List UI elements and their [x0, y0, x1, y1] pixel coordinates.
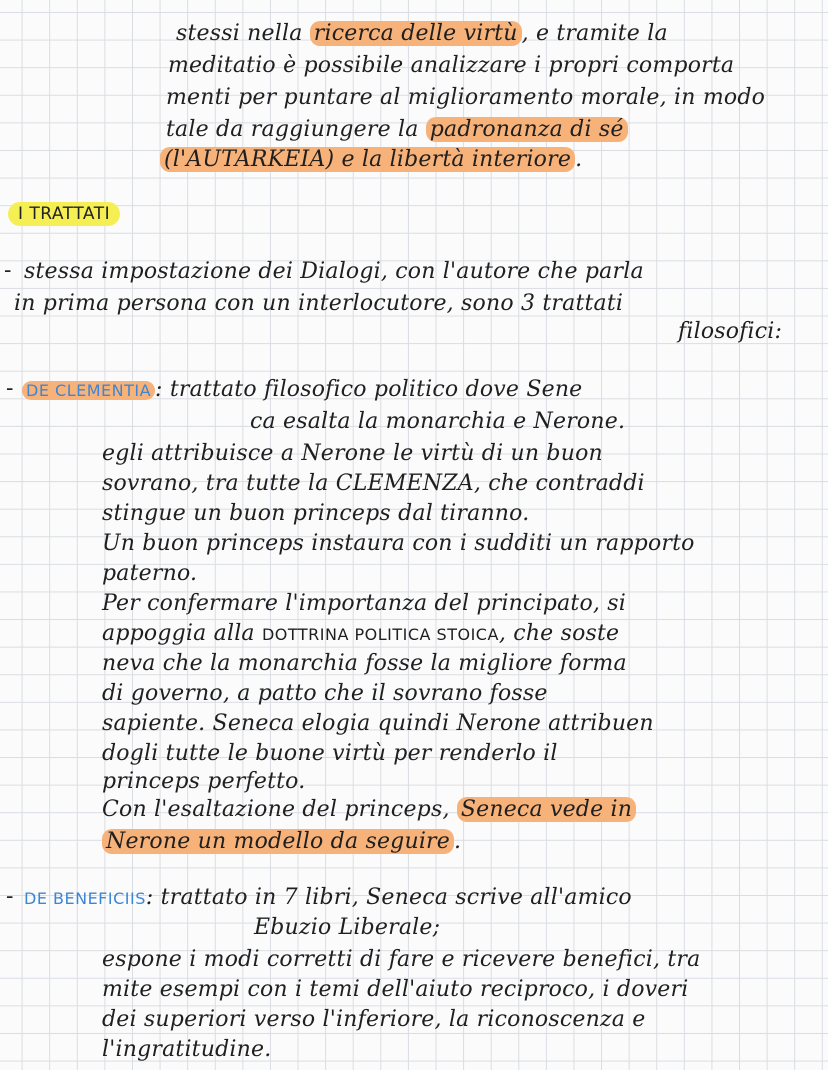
clementia-text: . [454, 829, 462, 854]
intro-line-1 [176, 20, 668, 48]
clementia-line-2: ca esalta la monarchia e Nerone. [250, 409, 626, 434]
de-beneficiis-title: DE BENEFICIIS [24, 889, 146, 908]
beneficiis-text: : trattato in 7 libri, Seneca scrive all'amico [145, 885, 632, 910]
clementia-line-7: paterno. [102, 561, 198, 586]
beneficiis-line-1 [24, 884, 632, 913]
clementia-line-16 [102, 828, 461, 856]
highlight-autarkeia: (l'AUTARKEIA) e la libertà interiore [160, 147, 575, 172]
clementia-line-5: stingue un buon princeps dal tiranno. [102, 501, 530, 526]
clementia-line-1 [22, 376, 582, 405]
intro-text: , e tramite la [521, 21, 668, 46]
bullet-dash: - [6, 376, 14, 401]
intro-line-2: meditatio è possibile analizzare i propri comporta [168, 53, 735, 78]
intro-text: tale da raggiungere la [166, 117, 419, 142]
clementia-line-6: Un buon princeps instaura con i sudditi un rapporto [102, 531, 695, 556]
dottrina-stoica: DOTTRINA POLITICA STOICA [261, 625, 499, 644]
bullet-dash: - [4, 258, 12, 283]
beneficiis-line-4: mite esempi con i temi dell'aiuto reciproco, i doveri [102, 977, 689, 1002]
clementia-line-3: egli attribuisce a Nerone le virtù di un buon [102, 441, 603, 466]
clementia-line-8: Per confermare l'importanza del principato, si [102, 591, 627, 616]
highlight-seneca-vede: Seneca vede in [457, 797, 636, 822]
clementia-line-15 [102, 796, 636, 824]
clementia-line-4: sovrano, tra tutte la CLEMENZA, che contraddi [102, 471, 645, 496]
clementia-line-10: neva che la monarchia fosse la migliore forma [102, 651, 627, 676]
trattati-line-3: filosofici: [678, 319, 783, 344]
clementia-text: Con l'esaltazione del princeps, [102, 797, 450, 822]
clementia-line-9 [102, 620, 619, 649]
highlight-modello: Nerone un modello da seguire [102, 829, 454, 854]
clementia-line-11: di governo, a patto che il sovrano fosse [102, 681, 548, 706]
intro-line-5 [160, 146, 582, 174]
section-title: I TRATTATI [8, 202, 120, 226]
clementia-text: , che soste [498, 621, 620, 646]
beneficiis-line-2: Ebuzio Liberale; [254, 915, 441, 940]
intro-text: stessi nella [176, 21, 303, 46]
clementia-line-14: princeps perfetto. [102, 769, 306, 794]
clementia-text: appoggia alla [102, 621, 255, 646]
de-clementia-title: DE CLEMENTIA [22, 381, 155, 400]
intro-line-4 [166, 116, 628, 144]
clementia-text: : trattato filosofico politico dove Sene [155, 377, 583, 402]
bullet-dash: - [6, 884, 14, 909]
highlight-ricerca-virtu: ricerca delle virtù [310, 21, 522, 46]
intro-line-3: menti per puntare al miglioramento morale, in modo [166, 85, 766, 110]
beneficiis-line-6: l'ingratitudine. [102, 1037, 272, 1062]
trattati-line-2: in prima persona con un interlocutore, sono 3 trattati [14, 291, 624, 316]
intro-text: . [575, 147, 583, 172]
trattati-line-1: stessa impostazione dei Dialogi, con l'autore che parla [24, 259, 644, 284]
highlight-padronanza: padronanza di sé [426, 117, 628, 142]
clementia-line-13: dogli tutte le buone virtù per renderlo il [102, 741, 558, 766]
clementia-line-12: sapiente. Seneca elogia quindi Nerone attribuen [102, 711, 654, 736]
beneficiis-line-3: espone i modi corretti di fare e ricevere benefici, tra [102, 947, 701, 972]
beneficiis-line-5: dei superiori verso l'inferiore, la riconoscenza e [102, 1007, 646, 1032]
section-heading [8, 202, 168, 228]
